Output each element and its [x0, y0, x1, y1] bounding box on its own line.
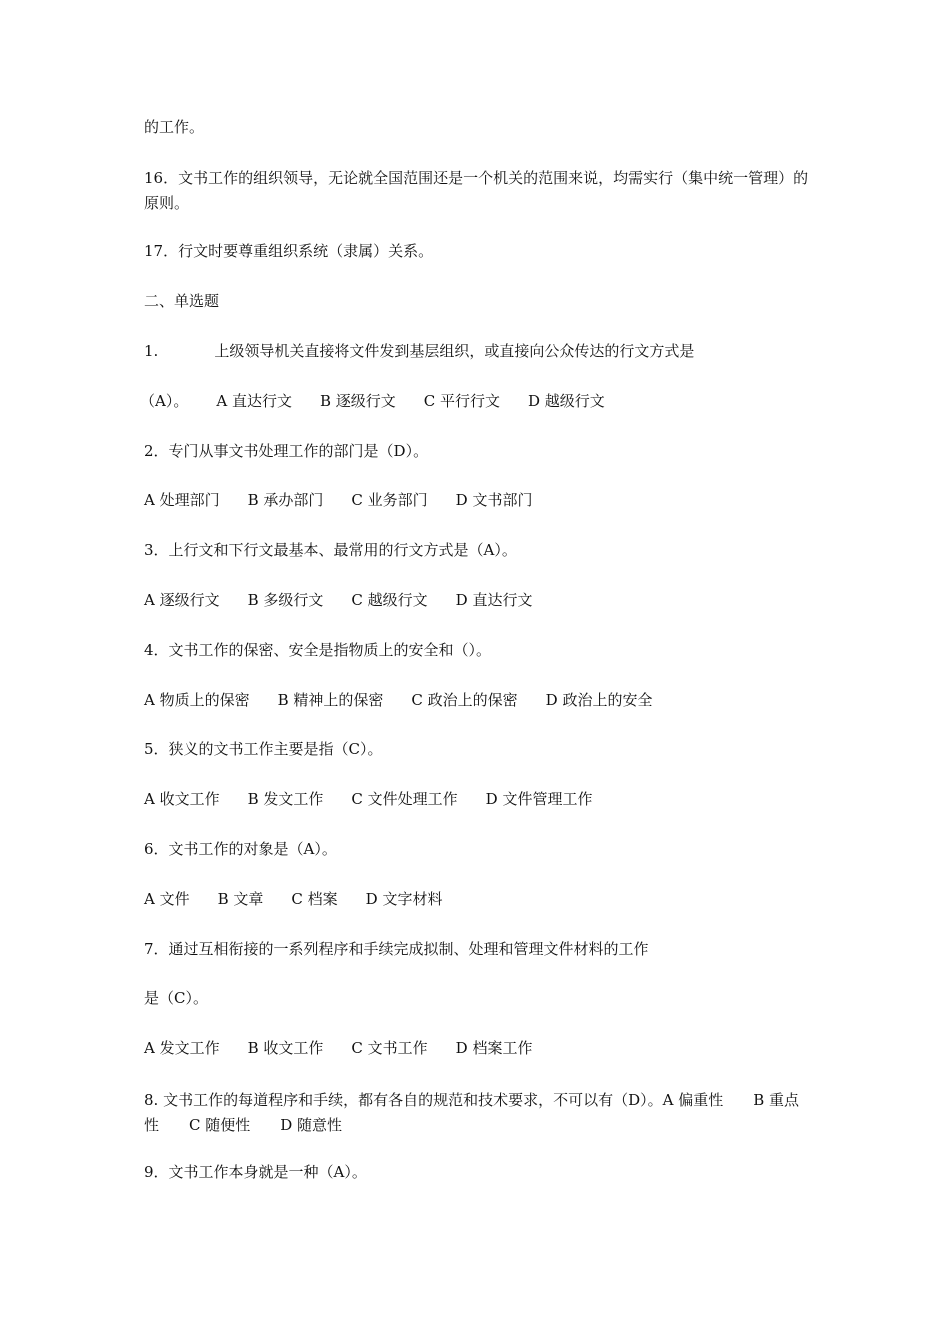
- question-4-stem: 4．文书工作的保密、安全是指物质上的安全和（）。: [144, 641, 492, 659]
- question-3-stem: 3．上行文和下行文最基本、最常用的行文方式是（A）。: [144, 541, 517, 559]
- question-2-options: [144, 490, 560, 510]
- option-a: A 直达行文: [216, 392, 292, 410]
- question-1-number: 1.: [144, 342, 159, 360]
- option-c: C 平行行文: [423, 392, 500, 410]
- option-c: C 文件处理工作: [351, 790, 458, 808]
- continued-text: 的工作。: [144, 118, 205, 136]
- question-5-options: [144, 789, 620, 809]
- option-c: C 文书工作: [351, 1039, 428, 1057]
- option-a: A 逐级行文: [144, 591, 220, 609]
- question-3-options: [144, 590, 560, 610]
- option-a: A 发文工作: [144, 1039, 220, 1057]
- question-5-stem: 5．狭义的文书工作主要是指（C）。: [144, 740, 383, 758]
- option-d: D 直达行文: [455, 591, 533, 609]
- option-b: B 承办部门: [247, 491, 324, 509]
- option-d: D 越级行文: [528, 392, 605, 410]
- option-d: D 文件管理工作: [485, 790, 593, 808]
- option-c: C 政治上的保密: [411, 691, 518, 709]
- option-d: D 档案工作: [455, 1039, 533, 1057]
- option-b: B 精神上的保密: [277, 691, 384, 709]
- option-a: A 文件: [144, 890, 190, 908]
- option-b: B 多级行文: [247, 591, 324, 609]
- option-b: B 文章: [217, 890, 264, 908]
- option-c: C 档案: [291, 890, 338, 908]
- option-c: C 业务部门: [351, 491, 428, 509]
- question-6-stem: 6．文书工作的对象是（A）。: [144, 840, 337, 858]
- section-title: 二、单选题: [144, 292, 220, 310]
- question-8: 8. 文书工作的每道程序和手续，都有各自的规范和技术要求，不可以有（D）。A 偏重性 B 重点性 C 随便性 D 随意性: [144, 1091, 800, 1134]
- question-1-text: 上级领导机关直接将文件发到基层组织，或直接向公众传达的行文方式是: [214, 342, 695, 360]
- option-d: D 文书部门: [455, 491, 533, 509]
- question-2-stem: 2．专门从事文书处理工作的部门是（D）。: [144, 442, 429, 460]
- question-4-options: [144, 690, 680, 710]
- question-16: 16．文书工作的组织领导，无论就全国范围还是一个机关的范围来说，均需实行（集中统一管理）的原则。: [144, 169, 809, 212]
- option-c: C 越级行文: [351, 591, 428, 609]
- option-b: B 发文工作: [247, 790, 324, 808]
- option-a: A 收文工作: [144, 790, 220, 808]
- question-9-stem: 9．文书工作本身就是一种（A）。: [144, 1163, 367, 1181]
- option-d: D 政治上的安全: [545, 691, 653, 709]
- option-a: A 处理部门: [144, 491, 220, 509]
- option-b: B 收文工作: [247, 1039, 324, 1057]
- question-17: 17．行文时要尊重组织系统（隶属）关系。: [144, 242, 434, 260]
- question-7-options: [144, 1038, 560, 1058]
- option-a: A 物质上的保密: [144, 691, 250, 709]
- question-1-answer: （A）。: [140, 392, 189, 410]
- question-7-answer: 是（C）。: [144, 989, 208, 1007]
- option-d: D 文字材料: [365, 890, 443, 908]
- question-1-options: [140, 391, 633, 411]
- question-1-stem: [144, 341, 694, 361]
- question-6-options: [144, 889, 470, 909]
- question-7-stem: 7．通过互相衔接的一系列程序和手续完成拟制、处理和管理文件材料的工作: [144, 940, 649, 958]
- option-b: B 逐级行文: [319, 392, 396, 410]
